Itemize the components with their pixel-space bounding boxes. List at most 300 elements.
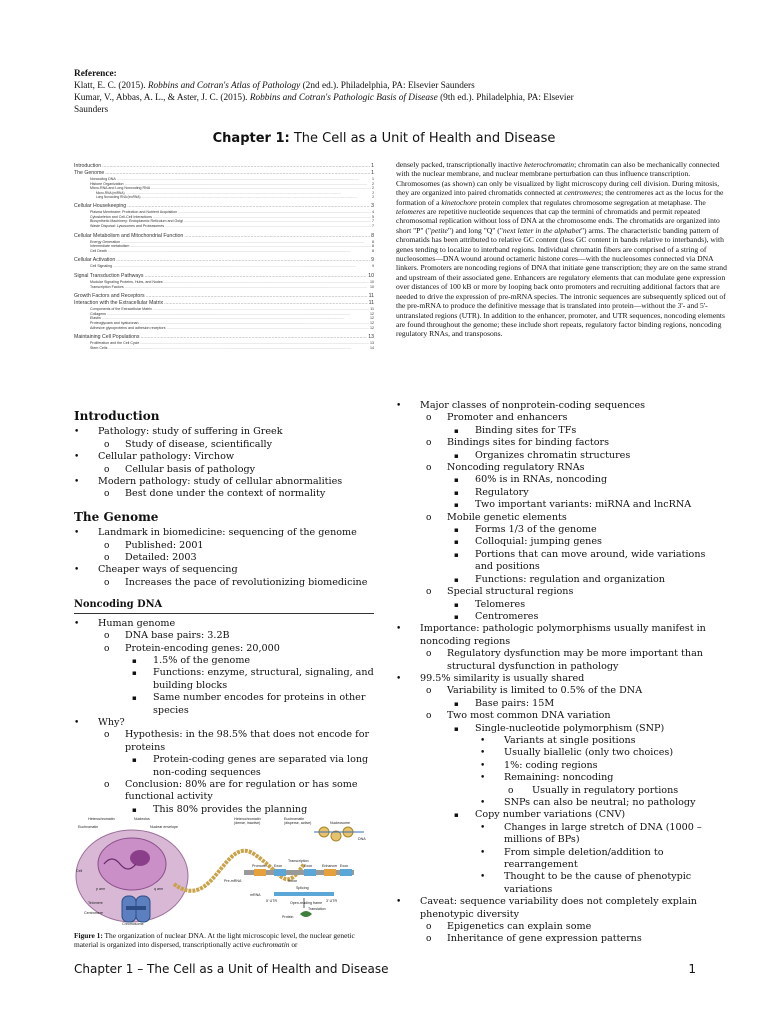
toc-entry[interactable] bbox=[74, 264, 374, 269]
toc-entry-page: 7 bbox=[372, 223, 374, 228]
toc-leader-dots bbox=[108, 346, 369, 351]
list-item-text: Human genome bbox=[98, 617, 176, 629]
list-item bbox=[396, 462, 726, 474]
toc-entry[interactable] bbox=[74, 249, 374, 254]
right-column-list bbox=[396, 400, 726, 946]
list-item-text: Importance: pathologic polymorphisms usually manifest in noncoding regions bbox=[420, 623, 706, 647]
chapter-name: The Cell as a Unit of Health and Disease bbox=[289, 131, 556, 146]
toc-entry-page: 9 bbox=[372, 264, 374, 269]
list-item bbox=[74, 667, 374, 692]
list-item bbox=[396, 673, 726, 685]
list-item bbox=[396, 896, 726, 921]
bullet-icon: o bbox=[426, 922, 432, 933]
toc-entry-title: Cell Signaling bbox=[90, 264, 112, 269]
list-item bbox=[396, 400, 726, 412]
bullet-icon: o bbox=[426, 649, 432, 660]
label-chromosome: Chromosome bbox=[122, 922, 144, 926]
toc-entry-title: Components of the Extracellular Matrix bbox=[90, 307, 152, 312]
bullet-icon: o bbox=[104, 464, 110, 475]
list-item bbox=[74, 692, 374, 717]
toc-entry-title: Cellular Activation bbox=[74, 257, 116, 264]
list-item bbox=[74, 729, 374, 754]
list-item-text: Special structural regions bbox=[447, 586, 574, 598]
list-item-text: Base pairs: 15M bbox=[475, 697, 555, 709]
toc-entry-title: Energy Generation bbox=[90, 239, 121, 244]
list-item bbox=[396, 760, 726, 772]
figure-caption-label: Figure 1: bbox=[74, 931, 103, 940]
bullet-icon: o bbox=[104, 540, 110, 551]
toc-entry-title: Micro-RNA and Long Noncoding RNA bbox=[90, 186, 151, 191]
list-item bbox=[74, 779, 374, 804]
figtext-e-i: petite bbox=[431, 225, 448, 235]
toc-leader-dots bbox=[125, 285, 369, 290]
list-item bbox=[396, 710, 726, 722]
bullet-icon: o bbox=[104, 553, 110, 564]
bullet-icon: ▪ bbox=[454, 724, 459, 733]
toc-entry-page: 3 bbox=[371, 203, 374, 210]
list-item bbox=[74, 717, 374, 729]
toc-entry-title: Long Noncoding RNA (lncRNA) bbox=[96, 194, 141, 199]
list-item-text: Cheaper ways of sequencing bbox=[98, 564, 238, 576]
list-item-text: Epigenetics can explain some bbox=[447, 921, 592, 933]
list-item-text: Protein-coding genes are separated via long non-coding sequences bbox=[153, 754, 369, 778]
figtext-d: protein complex that regulates chromosome segregation at metaphase. The bbox=[476, 197, 706, 207]
toc-leader-dots bbox=[167, 326, 369, 331]
list-item-text: Thought to be the cause of phenotypic variations bbox=[504, 871, 692, 895]
toc-entry[interactable] bbox=[74, 203, 374, 210]
toc-entry[interactable] bbox=[74, 334, 374, 341]
bullet-icon: ▪ bbox=[454, 600, 459, 609]
toc-entry-title: Modular Signaling Proteins, Hubs, and Nodes bbox=[90, 279, 163, 284]
label-nucleolus: Nucleolus bbox=[134, 817, 150, 821]
list-item-text: Promoter and enhancers bbox=[447, 412, 568, 424]
list-item bbox=[396, 524, 726, 536]
list-item-text: Same number encodes for proteins in other species bbox=[153, 692, 366, 716]
toc-leader-dots bbox=[140, 334, 367, 341]
list-item-text: 99.5% similarity is usually shared bbox=[420, 672, 585, 684]
toc-entry-title: Biosynthetic Machinery: Endoplasmic Reticulum and Golgi bbox=[90, 219, 183, 224]
list-item bbox=[396, 747, 726, 759]
label-exon-2: Exon bbox=[304, 864, 313, 868]
toc-entry-page: 5 bbox=[372, 214, 374, 219]
nuclear-dna-figure bbox=[74, 814, 374, 926]
list-item-text: Centromeres bbox=[475, 610, 539, 622]
label-translation: Translation bbox=[308, 907, 326, 911]
list-item bbox=[74, 754, 374, 779]
list-item-text: Functions: regulation and organization bbox=[475, 573, 665, 585]
label-euchromatin-sub: (disperse, active) bbox=[284, 821, 312, 825]
list-item-text: Colloquial: jumping genes bbox=[475, 536, 602, 548]
list-item bbox=[396, 623, 726, 648]
label-telomere: Telomere bbox=[88, 901, 103, 905]
list-item-text: Best done under the context of normality bbox=[125, 488, 326, 500]
bullet-icon: o bbox=[104, 643, 110, 654]
toc-entry-page: 8 bbox=[371, 232, 374, 239]
toc-entry-title: Proliferation and the Cell Cycle bbox=[90, 341, 140, 346]
toc-entry[interactable] bbox=[74, 326, 374, 331]
label-3-utr: 3' UTR bbox=[326, 899, 338, 903]
bullet-icon: • bbox=[480, 847, 486, 858]
list-item bbox=[74, 488, 374, 500]
bullet-icon: ▪ bbox=[454, 538, 459, 547]
chapter-title bbox=[0, 131, 768, 146]
figtext-d-i: telomeres bbox=[396, 207, 426, 217]
figtext-a-i: heterochromatin bbox=[524, 160, 575, 169]
toc-entry-page: 1 bbox=[371, 163, 374, 169]
list-item-text: Portions that can move around, wide variations and positions bbox=[475, 548, 706, 573]
toc-entry-title: Plasma Membrane: Protection and Nutrient Acquisition bbox=[90, 210, 178, 215]
reference-2-publisher: (9th ed.). Philadelphia, PA: Elsevier bbox=[437, 93, 574, 103]
toc-entry-page: 12 bbox=[370, 311, 374, 316]
page-footer bbox=[74, 962, 696, 982]
toc-entry-page: 2 bbox=[372, 181, 374, 186]
bullet-icon: • bbox=[396, 673, 402, 684]
toc-entry-page: 10 bbox=[370, 284, 374, 289]
list-item-text: Study of disease, scientifically bbox=[125, 438, 273, 450]
list-item bbox=[74, 618, 374, 630]
toc-leader-dots bbox=[116, 257, 370, 264]
noncoding-list bbox=[74, 618, 374, 817]
list-item-text: DNA base pairs: 3.2B bbox=[125, 630, 230, 642]
list-item bbox=[396, 822, 726, 847]
figure-caption-end: or bbox=[289, 940, 298, 950]
list-item-text: Usually biallelic (only two choices) bbox=[504, 747, 674, 759]
bullet-icon: o bbox=[104, 489, 110, 500]
list-item-text: Variants at single positions bbox=[504, 734, 636, 746]
list-item-text: Increases the pace of revolutionizing biomedicine bbox=[125, 576, 368, 588]
toc-entry-page: 8 bbox=[372, 239, 374, 244]
list-item-text: Functions: enzyme, structural, signaling, and building blocks bbox=[153, 667, 374, 691]
bullet-icon: o bbox=[508, 785, 514, 796]
toc-entry[interactable] bbox=[74, 163, 374, 170]
label-cell: Cell bbox=[76, 869, 83, 873]
list-item bbox=[74, 527, 374, 539]
toc-entry-title: Proteoglycans and hyaluronan bbox=[90, 320, 139, 325]
chapter-number: Chapter 1: bbox=[212, 131, 290, 146]
label-heterochromatin: Heterochromatin bbox=[88, 817, 115, 821]
references-heading: Reference: bbox=[74, 69, 117, 79]
bullet-icon: ▪ bbox=[454, 426, 459, 435]
list-item bbox=[396, 474, 726, 486]
toc-entry-page: 1 bbox=[372, 177, 374, 181]
label-heterochromatin-right: Heterochromatin bbox=[234, 817, 261, 821]
list-item bbox=[74, 451, 374, 463]
toc-entry-title: Cytoskeleton and Cell-Cell Interactions bbox=[90, 214, 152, 219]
list-item bbox=[396, 648, 726, 673]
list-item bbox=[396, 735, 726, 747]
list-item bbox=[396, 599, 726, 611]
right-column bbox=[396, 400, 726, 946]
list-item-text: Single-nucleotide polymorphism (SNP) bbox=[475, 722, 665, 734]
section-heading-genome: The Genome bbox=[74, 509, 159, 524]
bullet-icon: ▪ bbox=[132, 756, 137, 765]
list-item-text: Cellular basis of pathology bbox=[125, 463, 256, 475]
toc-entry[interactable] bbox=[74, 224, 374, 229]
label-heterochromatin-sub: (dense, inactive) bbox=[234, 821, 261, 825]
bullet-icon: • bbox=[480, 760, 486, 771]
label-mrna: mRNA bbox=[250, 893, 261, 897]
bullet-icon: • bbox=[396, 897, 402, 908]
list-item-text: Copy number variations (CNV) bbox=[475, 809, 626, 821]
references bbox=[74, 68, 714, 116]
reference-2-cont: Saunders bbox=[74, 105, 109, 115]
list-item bbox=[396, 698, 726, 710]
list-item bbox=[396, 685, 726, 697]
toc-entry-page: 11 bbox=[368, 300, 374, 307]
bullet-icon: ▪ bbox=[132, 694, 137, 703]
list-item bbox=[396, 785, 726, 797]
bullet-icon: ▪ bbox=[454, 699, 459, 708]
nucleolus-shape bbox=[130, 850, 150, 866]
footer-title: Chapter 1 – The Cell as a Unit of Health and Disease bbox=[74, 962, 389, 976]
list-item-text: Binding sites for TFs bbox=[475, 424, 577, 436]
list-item-text: 1.5% of the genome bbox=[153, 654, 251, 666]
label-nucleosome: Nucleosome bbox=[330, 821, 350, 825]
nucleosome-group bbox=[314, 827, 364, 841]
toc-entry-title: Adhesive glycoproteins and adhesion receptors bbox=[90, 325, 166, 330]
toc-entry-title: Stem Cells bbox=[90, 345, 108, 350]
toc-entry-page: 12 bbox=[370, 316, 374, 321]
bullet-icon: • bbox=[480, 798, 486, 808]
toc-entry[interactable] bbox=[74, 300, 374, 307]
list-item bbox=[396, 536, 726, 548]
bullet-icon: o bbox=[104, 779, 110, 790]
toc-entry[interactable] bbox=[74, 233, 374, 240]
list-item-text: Noncoding regulatory RNAs bbox=[447, 462, 585, 474]
figure-caption-italic: euchromatin bbox=[252, 940, 290, 950]
toc-entry-page: 12 bbox=[370, 320, 374, 325]
introduction-list bbox=[74, 426, 374, 500]
toc-leader-dots bbox=[146, 293, 368, 300]
toc-leader-dots bbox=[164, 300, 368, 307]
bullet-icon: o bbox=[426, 512, 432, 523]
list-item-text: Organizes chromatin structures bbox=[475, 449, 631, 461]
toc-entry-page: 1 bbox=[371, 170, 374, 176]
label-enhancer: Enhancer bbox=[322, 864, 338, 868]
list-item bbox=[396, 574, 726, 586]
list-item-text: Telomeres bbox=[475, 598, 526, 610]
left-column bbox=[74, 404, 374, 816]
list-item-text: Why? bbox=[98, 716, 125, 728]
label-dna: DNA bbox=[358, 837, 366, 841]
list-item bbox=[396, 933, 726, 945]
bullet-icon: o bbox=[104, 631, 110, 642]
toc-leader-dots bbox=[141, 195, 371, 199]
table-of-contents bbox=[74, 163, 374, 350]
list-item bbox=[396, 772, 726, 784]
bullet-icon: o bbox=[104, 439, 110, 450]
chromosome-shape bbox=[122, 896, 150, 922]
toc-leader-dots bbox=[105, 170, 370, 177]
section-heading-introduction: Introduction bbox=[74, 409, 160, 423]
reference-2-authors: Kumar, V., Abbas, A. L., & Aster, J. C. (2015). bbox=[74, 93, 250, 103]
reference-1-title: Robbins and Cotran's Atlas of Pathology bbox=[147, 81, 301, 91]
toc-entry-page: 4 bbox=[372, 210, 374, 215]
toc-entry-page: 10 bbox=[368, 272, 374, 279]
list-item-text: Two most common DNA variation bbox=[447, 710, 611, 722]
bullet-icon: ▪ bbox=[454, 476, 459, 485]
list-item-text: Conclusion: 80% are for regulation or has some functional activity bbox=[125, 778, 358, 803]
list-item bbox=[74, 643, 374, 655]
list-item bbox=[396, 797, 726, 809]
label-protein: Protein bbox=[282, 915, 294, 919]
toc-entry-title: Cellular Housekeeping bbox=[74, 203, 127, 210]
label-transcription: Transcription bbox=[288, 859, 309, 863]
list-item-text: Forms 1/3 of the genome bbox=[475, 524, 597, 536]
toc-entry[interactable] bbox=[74, 170, 374, 177]
bullet-icon: • bbox=[74, 565, 80, 576]
label-q-arm: q arm bbox=[154, 887, 164, 891]
toc-entry-title: Micro-RNA (miRNA) bbox=[96, 190, 125, 195]
label-promoter: Promoter bbox=[252, 864, 267, 868]
list-item-text: Bindings sites for binding factors bbox=[447, 437, 610, 449]
list-item bbox=[74, 476, 374, 488]
bullet-icon: • bbox=[74, 427, 80, 438]
bullet-icon: o bbox=[426, 587, 432, 598]
bullet-icon: • bbox=[74, 477, 80, 488]
toc-entry[interactable] bbox=[74, 257, 374, 264]
bullet-icon: • bbox=[396, 624, 402, 635]
list-item bbox=[74, 577, 374, 589]
figtext-f-i: next letter in the alphabet bbox=[502, 225, 581, 235]
list-item-text: Remaining: noncoding bbox=[504, 772, 614, 784]
list-item bbox=[74, 439, 374, 451]
list-item bbox=[396, 723, 726, 735]
toc-entry-title: Interaction with the Extracellular Matrix bbox=[74, 300, 164, 307]
list-item-text: This 80% provides the planning bbox=[153, 803, 308, 815]
reference-1-authors: Klatt, E. C. (2015). bbox=[74, 81, 148, 91]
nucleus bbox=[98, 838, 166, 890]
list-item-text: Protein-encoding genes: 20,000 bbox=[125, 642, 280, 654]
bullet-icon: ▪ bbox=[454, 488, 459, 497]
toc-entry[interactable] bbox=[74, 293, 374, 300]
bullet-icon: ▪ bbox=[454, 451, 459, 460]
bullet-icon: ▪ bbox=[454, 550, 459, 559]
list-item-text: Two important variants: miRNA and lncRNA bbox=[475, 499, 692, 511]
list-item-text: Regulatory bbox=[475, 486, 529, 498]
list-item bbox=[396, 412, 726, 424]
bullet-icon: • bbox=[74, 618, 80, 629]
list-item-text: Inheritance of gene expression patterns bbox=[447, 933, 642, 945]
bullet-icon: ▪ bbox=[132, 656, 137, 665]
list-item bbox=[396, 549, 726, 574]
toc-leader-dots bbox=[165, 224, 371, 229]
toc-entry-page: 8 bbox=[372, 244, 374, 249]
toc-entry-page: 10 bbox=[370, 279, 374, 284]
toc-entry-title: The Genome bbox=[74, 170, 105, 176]
list-item-text: Changes in large stretch of DNA (1000 – millions of BPs) bbox=[504, 821, 702, 846]
list-item bbox=[396, 611, 726, 623]
toc-entry-page: 8 bbox=[372, 248, 374, 253]
bullet-icon: • bbox=[480, 872, 486, 883]
label-pre-mrna: Pre-mRNA bbox=[224, 879, 242, 883]
list-item bbox=[396, 586, 726, 598]
figtext-a: densely packed, transcriptionally inactive bbox=[396, 160, 524, 169]
reference-2-title: Robbins and Cotran's Pathologic Basis of Disease bbox=[249, 93, 438, 103]
bullet-icon: o bbox=[426, 438, 432, 449]
toc-entry-page: 13 bbox=[370, 341, 374, 346]
list-item bbox=[396, 809, 726, 821]
genome-list bbox=[74, 527, 374, 589]
toc-entry[interactable] bbox=[74, 273, 374, 280]
list-item-text: Major classes of nonprotein-coding sequences bbox=[420, 400, 646, 411]
list-item bbox=[74, 552, 374, 564]
bullet-icon: ▪ bbox=[132, 805, 137, 814]
figtext-b: ; chromatin can also be mechanically connected with the nuclear membrane, and nuclear membrane perturbation can thus influence transcription. Chromosomes (as shown) can only be visualized by light microscopy during cell division. During mitosis, they are organized into paired chromatids connected at bbox=[396, 160, 720, 198]
toc-entry[interactable] bbox=[74, 285, 374, 290]
page-number: 1 bbox=[688, 962, 696, 976]
toc-entry-title: Elastin bbox=[90, 316, 101, 321]
bullet-icon: o bbox=[426, 934, 432, 945]
list-item-text: Usually in regulatory portions bbox=[532, 784, 679, 796]
toc-entry-page: 11 bbox=[368, 293, 374, 300]
bullet-icon: • bbox=[480, 773, 486, 784]
bullet-icon: • bbox=[74, 528, 80, 539]
bullet-icon: • bbox=[480, 748, 486, 759]
list-item bbox=[74, 655, 374, 667]
toc-entry-page: 7 bbox=[372, 219, 374, 224]
toc-entry-page: 2 bbox=[372, 194, 374, 199]
list-item bbox=[396, 425, 726, 437]
reference-2 bbox=[74, 92, 714, 104]
label-euchromatin: Euchromatin bbox=[78, 825, 99, 829]
toc-entry-title: Noncoding DNA bbox=[90, 177, 116, 181]
figure-caption bbox=[74, 931, 374, 950]
toc-entry[interactable] bbox=[74, 346, 374, 351]
toc-entry-page: 12 bbox=[370, 325, 374, 330]
toc-entry-title: Waste Disposal: Lysosomes and Proteasomes bbox=[90, 223, 165, 228]
toc-entry-page: 11 bbox=[370, 307, 374, 312]
label-exon-1: Exon bbox=[274, 864, 283, 868]
toc-entry[interactable] bbox=[74, 195, 374, 199]
reference-1 bbox=[74, 80, 714, 92]
figure-caption-text: The organization of nuclear DNA. At the light microscopic level, the nuclear genetic material is organized into dispersed, transcriptionally active bbox=[74, 931, 355, 950]
toc-leader-dots bbox=[108, 249, 371, 254]
list-item bbox=[74, 540, 374, 552]
label-5-utr: 5' UTR bbox=[266, 899, 278, 903]
list-item-text: SNPs can also be neutral; no pathology bbox=[504, 797, 696, 808]
figtext-g: ") arms. The characteristic banding pattern of chromatids has been attributed to relative GC content (less GC content in bands relative to interbands), with genes tending to localize to interband regions. Individual chromatin fibers are comprised of a string of nucleosomes—DNA wound around octameric histone cores—with the nucleosomes connected via DNA linkers. Promoters are noncoding regions of DNA that initiate gene transcription; they are on the same strand and upstream of their associated gene. Enhancers are regulatory elements that can modulate gene expression over distances of 100 kB or more by looping back onto promoters and recruiting additional factors that are needed to drive the expression of pre-mRNA species. The intronic sequences are subsequently spliced out of the pre-mRNA to produce the definitive message that is translated into protein—without the 3'- and 5'-untranslated regions (UTR). In addition to the enhancer, promoter, and UTR sequences, noncoding elements are found throughout the genome; these include short repeats, regulatory factor binding regions, noncoding regulatory RNAs, and transposons. bbox=[396, 225, 727, 339]
toc-entry-title: Maintaining Cell Populations bbox=[74, 334, 140, 341]
list-item-text: Detailed: 2003 bbox=[125, 552, 197, 564]
toc-leader-dots bbox=[113, 264, 371, 269]
bullet-icon: ▪ bbox=[454, 811, 459, 820]
figtext-e: are repetitive nucleotide sequences that cap the termini of chromatids and permit repeated chromosomal replication without loss of DNA at the chromosome ends. The chromatids are organized into short "P" (" bbox=[396, 207, 720, 235]
list-item-text: Published: 2001 bbox=[125, 539, 204, 551]
toc-entry-page: 14 bbox=[370, 345, 374, 350]
toc-entry-title: Introduction bbox=[74, 163, 102, 169]
bullet-icon: • bbox=[480, 735, 486, 746]
toc-entry-page: 13 bbox=[368, 334, 374, 341]
list-item-text: Cellular pathology: Virchow bbox=[98, 451, 235, 463]
figtext-c-i: kinetochore bbox=[441, 197, 477, 207]
toc-entry-title: Transcription Factors bbox=[90, 284, 124, 289]
toc-entry-page: 2 bbox=[372, 190, 374, 195]
toc-leader-dots bbox=[184, 233, 370, 240]
label-p-arm: p arm bbox=[96, 887, 106, 891]
bullet-icon: • bbox=[74, 452, 80, 463]
list-item bbox=[396, 499, 726, 511]
bullet-icon: o bbox=[426, 413, 432, 424]
bullet-icon: ▪ bbox=[454, 501, 459, 510]
toc-leader-dots bbox=[127, 203, 370, 210]
list-item-text: Modern pathology: study of cellular abnormalities bbox=[98, 476, 343, 488]
toc-entry-title: Collagens bbox=[90, 311, 106, 316]
figure-caption-continued bbox=[396, 160, 728, 339]
toc-entry-title: Cell Death bbox=[90, 248, 107, 253]
toc-entry-title: Signal Transduction Pathways bbox=[74, 272, 144, 279]
list-item bbox=[396, 512, 726, 524]
